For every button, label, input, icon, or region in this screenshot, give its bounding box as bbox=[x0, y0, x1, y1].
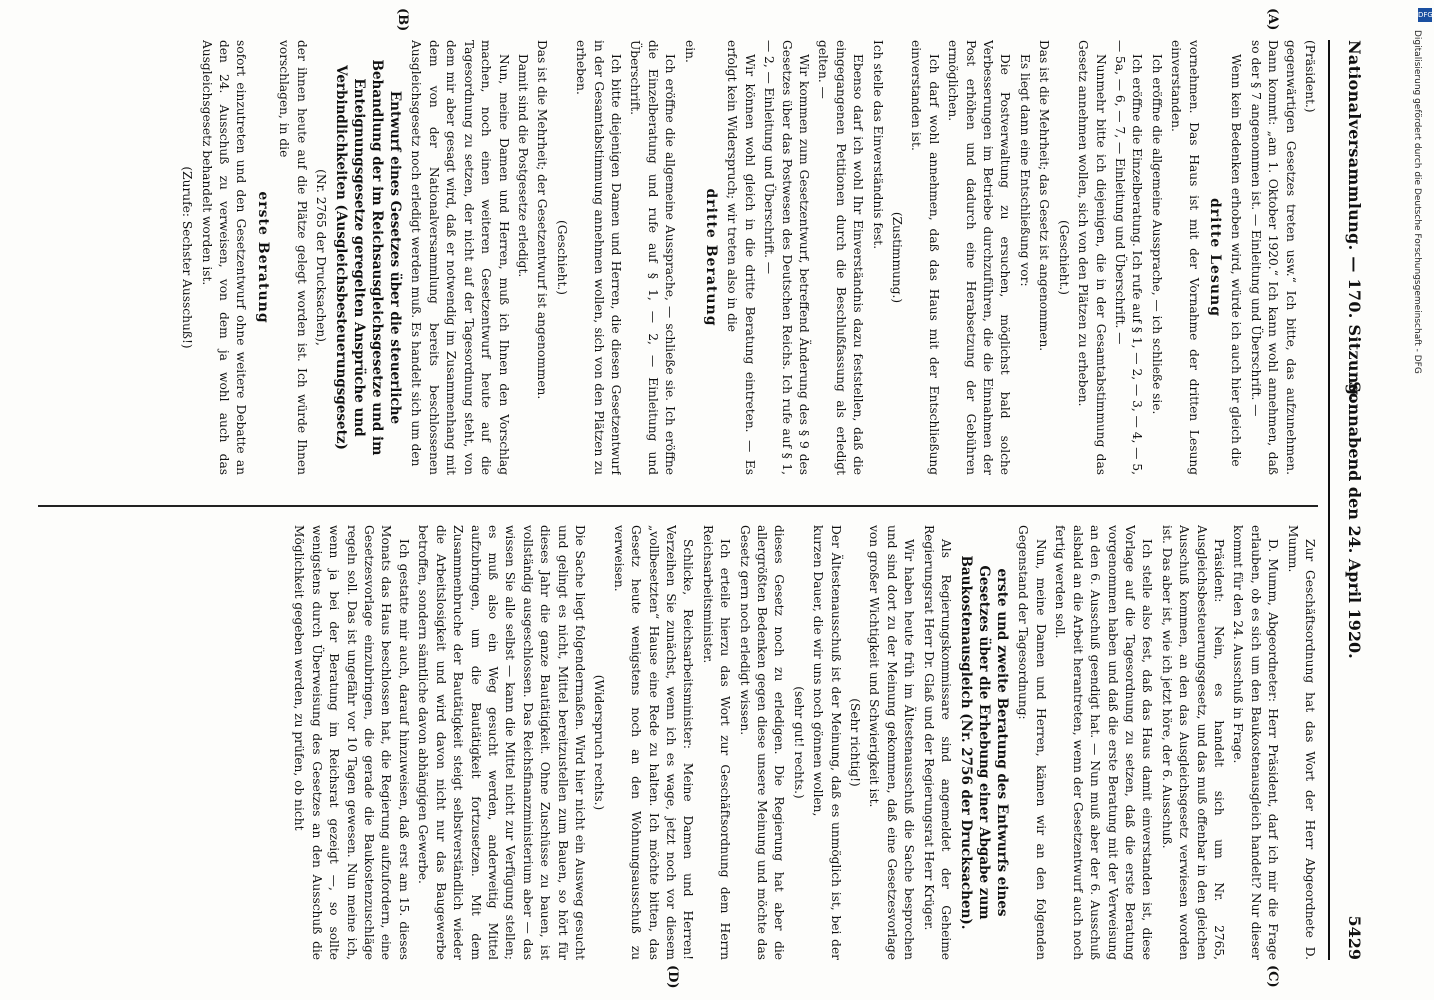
digitization-credit bbox=[1410, 30, 1426, 590]
margin-marker-b: (B) bbox=[395, 8, 410, 32]
margin-marker-c: (C) bbox=[1265, 965, 1280, 988]
left-column-paragraph: Ich stelle das Einverständnis fest. bbox=[870, 40, 885, 250]
left-column-paragraph: Die Postverwaltung zu ersuchen, möglichst bald solche Verbesserungen im Betriebe durchzuführen, die die Einnahmen der Post erhöhen und dadurch eine Herabsetzung der Gebühren ermöglichen. bbox=[946, 40, 1013, 475]
right-column-paragraph: dieses Gesetz noch zu erledigen. Die Regierung hat aber die allergrößten Bedenken gegen diese unsere Meinung und möchte das Gesetz gern noch erledigt wissen. bbox=[737, 525, 787, 960]
left-column-paragraph: (Nr. 2765 der Drucksachen), bbox=[314, 169, 329, 346]
left-column-paragraph: Wenn kein Bedenken erhoben wird, würde ich auch hier gleich die bbox=[1229, 54, 1244, 467]
left-column-paragraph: Ich eröffne die Einzelberatung. Ich rufe auf § 1, — 2, — 3, — 4, — 5, — 5a, — 6, — 7, — Einleitung und Überschrift. — bbox=[1112, 40, 1145, 475]
left-column-paragraph: (Geschieht.) bbox=[554, 219, 569, 296]
right-column-paragraph: (sehr gut! rechts.) bbox=[791, 686, 806, 799]
left-column-paragraph: ein. bbox=[682, 40, 697, 63]
left-column-paragraph: Das ist die Mehrheit; der Gesetzentwurf ist angenommen. bbox=[535, 40, 550, 400]
page-header bbox=[1328, 40, 1370, 960]
right-text-column bbox=[38, 525, 1318, 960]
right-column-paragraph: Wir haben heute früh im Ältestenausschuß die Sache besprochen und sind dort zu der Meinung gekommen, daß eine Gesetzesvorlage von großer Wichtigkeit und Schwierigkeit ist. bbox=[867, 525, 917, 960]
left-column-paragraph: Wir können wohl gleich in die dritte Beratung eintreten. — Es erfolgt kein Widerspruch; wir treten also in die bbox=[725, 40, 757, 475]
left-column-paragraph: Wir kommen zum Gesetzentwurf, betreffend Änderung des § 9 des Gesetzes über das Postwesen des Deutschen Reichs. Ich rufe auf § 1, — 2, — Einleitung und Überschrift. — bbox=[762, 40, 812, 475]
right-column-paragraph: Schlicke, Reichsarbeitsminister: Meine Damen und Herren! Verzeihen Sie zunächst, wenn ich es wage, jetzt noch vor diesem „vollbesetzten“ Hause eine Rede zu halten. Ich möchte bitten, das Gesetz heute wenigstens noch an den Wohnungsausschuß zu verweisen. bbox=[611, 525, 696, 960]
column-divider bbox=[38, 505, 1318, 507]
left-column-paragraph: Damit sind die Postgesetze erledigt. bbox=[515, 54, 530, 278]
right-column-paragraph: Präsident: Nein, es handelt sich um Nr. 2765, Ausgleichsbesteuerungsgesetz, und das muß offenbar in den gleichen Ausschuß kommen, an den das Ausgleichsgesetz verwiesen worden ist. Das aber ist, wie ich jetzt höre, der 6. Ausschuß. bbox=[1159, 525, 1226, 960]
left-column-paragraph: gegenwärtigen Gesetzes treten usw.“ Ich bitte, das aufzunehmen. Dann kommt: „am 1. Oktober 1920.“ Ich kann wohl annehmen, daß so der § 7 angenommen ist. — Einleitung und Überschrift. — bbox=[1248, 40, 1298, 475]
margin-marker-a: (A) bbox=[1265, 8, 1280, 31]
right-column-paragraph: Die Sache liegt folgendermaßen. Wird hier nicht ein Ausweg gesucht und gelingt es nicht, Mittel bereitzustellen zum Bauen, so hört für dieses Jahr die ganze Bautätigkeit. Ohne Zuschüsse zu bauen, ist vollständig ausgeschlossen. Das Reichsfinanzministerium aber — das wissen Sie alle selbst — kann die Mittel nicht zur Verfügung stellen; es muß also ein Weg gesucht werden, anderweitig Mittel aufzubringen, um die Bautätigkeit fortzusetzen. Mit dem Zusammenbruche der Bautätigkeit steigt selbstverständlich wieder die Arbeitslosigkeit und wird davon nicht nur das Baugewerbe betroffen, sondern sämtliche davon abhängigen Gewerbe. bbox=[416, 525, 587, 960]
right-column-paragraph: (Widerspruch rechts.) bbox=[592, 674, 607, 811]
left-column-paragraph: Ich eröffne die allgemeine Aussprache, — ich schließe sie. bbox=[1149, 54, 1164, 415]
right-column-paragraph: D. Mumm, Abgeordneter: Herr Präsident, darf ich mir die Frage erlauben, ob es sich um den Baukostenausgleich handelt? Nur dieser kommt für den 24. Ausschuß in Frage. bbox=[1231, 525, 1281, 960]
dfg-logo: DFG bbox=[1418, 8, 1432, 22]
left-column-paragraph: Ich eröffne die allgemeine Aussprache, — schließe sie. Ich eröffne die Einzelberatung und rufe auf § 1, — 2, — Einleitung und Überschrift. bbox=[628, 40, 678, 475]
left-column-paragraph: Ich bitte diejenigen Damen und Herren, die diesen Gesetzentwurf in der Gesamtabstimmung annehmen wollen, sich von den Plätzen zu erheben. bbox=[574, 40, 623, 475]
right-column-paragraph: Ich erteile hierzu das Wort zur Geschäftsordnung dem Herrn Reichsarbeitsminister. bbox=[700, 525, 733, 960]
left-column-paragraph: Nun, meine Damen und Herren, muß ich Ihnen den Vorschlag machen, noch einen weiteren Gesetzentwurf heute auf die Tagesordnung zu setzen, der nicht auf der Tagesordnung steht, von dem mir aber gesagt wird, daß er notwendig im Zusammenhang mit dem von der Nationalversammlung bereits beschlossenen Ausgleichsgesetz noch erledigt werden muß. Es handelt sich um den bbox=[409, 40, 511, 475]
left-column-paragraph: erste Beratung bbox=[254, 191, 271, 324]
right-column-paragraph: Nun, meine Damen und Herren, kämen wir an den folgenden Gegenstand der Tagesordnung: bbox=[1016, 525, 1048, 960]
right-column-paragraph: Zur Geschäftsordnung hat das Wort der Herr Abgeordnete D. Mumm. bbox=[1285, 525, 1317, 960]
right-column-paragraph: Als Regierungskommissare sind angemeldet der Geheime Regierungsrat Herr Dr. Glaß und der Regierungsrat Herr Krüger. bbox=[921, 525, 954, 960]
right-column-paragraph: Ich stelle also fest, daß das Haus damit einverstanden ist, diese Vorlage auf die Tagesordnung zu setzen, daß die erste Beratung vorgenommen haben und daß die erste Beratung mit der Verweisung an den 6. Ausschuß geendigt hat. — Nun muß aber der 6. Ausschuß alsbald an die Arbeit herantreten, wenn der Gesetzentwurf auch noch fertig werden soll. bbox=[1053, 525, 1155, 960]
left-column-paragraph: dritte Beratung bbox=[703, 188, 719, 327]
left-text-column bbox=[38, 40, 1318, 475]
right-column-paragraph: Der Ältestenausschuß ist der Meinung, daß es unmöglich ist, bei der kurzen Dauer, die wir uns noch gönnen wollen, bbox=[811, 525, 843, 960]
left-column-paragraph: Ebenso darf ich wohl Ihr Einverständnis dazu feststellen, daß die eingegangenen Petitionen durch die Beschlußfassung als erledigt gelten. — bbox=[816, 40, 866, 475]
header-left-title: Nationalversammlung. — 170. Sitzung. bbox=[1345, 40, 1364, 402]
page-number: 5429 bbox=[1345, 915, 1364, 960]
left-column-paragraph: (Präsident.) bbox=[1303, 40, 1317, 113]
left-column-paragraph: Entwurf eines Gesetzes über die steuerliche Behandlung der im Reichsausgleichsgesetze und im Enteignungsgesetze geregelten Ansprüche und Verbindlichkeiten (Ausgleichsbesteuerungsgesetz) bbox=[333, 59, 404, 456]
left-column-paragraph: (Geschieht.) bbox=[1056, 219, 1071, 296]
credit-text: Digitalisierung gefördert durch die Deutsche Forschungsgemeinschaft - DFG bbox=[1412, 30, 1422, 374]
left-column-paragraph: der ihnen heute auf die Plätze gelegt worden ist. Ich würde Ihnen vorschlagen, in die bbox=[277, 40, 309, 475]
left-column-paragraph: Es liegt dann eine Entschließung vor: bbox=[1017, 54, 1032, 287]
left-column-paragraph: (Zustimmung.) bbox=[890, 211, 905, 304]
left-column-paragraph: vornehmen. Das Haus ist mit der Vornahme der dritten Lesung einverstanden. bbox=[1169, 40, 1201, 475]
left-column-paragraph: Nunmehr bitte ich diejenigen, die in der Gesamtabstimmung das Gesetz annehmen wollen, sich von den Plätzen zu erheben. bbox=[1076, 40, 1108, 475]
right-column-paragraph: Ich gestatte mir auch, darauf hinzuweisen, daß erst am 15. dieses Monats das Haus beschlossen hat, die Regierung aufzufordern, eine Gesetzesvorlage einzubringen, die gerade die Baukostenzuschläge regeln soll. Das ist ungefähr vor 10 Tagen gewesen. Nun meine ich, wenn ja bei der Beratung im Reichsrat gezeigt —, so sollte wenigstens durch Überweisung des Gesetzes an den Ausschuß die Möglichkeit gegeben werden, zu prüfen, ob nicht bbox=[292, 525, 411, 960]
header-date: Sonnabend den 24. April 1920. bbox=[1345, 381, 1364, 659]
left-column-paragraph: dritte Lesung bbox=[1206, 198, 1223, 317]
left-column-paragraph: (Zurufe: Sechster Ausschuß!) bbox=[180, 166, 195, 349]
left-column-paragraph: sofort einzutreten und den Gesetzentwurf ohne weitere Debatte an den 24. Ausschuß zu verweisen, von dem ja wohl auch das Ausgleichsgesetz behandelt worden ist. bbox=[199, 40, 249, 475]
left-column-paragraph: Das ist die Mehrheit; das Gesetz ist angenommen. bbox=[1037, 40, 1052, 352]
right-column-paragraph: erste und zweite Beratung des Entwurfs eines Gesetzes über die Erhebung einer Abgabe zum Baukostenausgleich (Nr. 2756 der Drucksachen). bbox=[958, 555, 1011, 930]
margin-marker-d: (D) bbox=[665, 965, 680, 989]
right-column-paragraph: (Sehr richtig!) bbox=[848, 698, 863, 787]
left-column-paragraph: Ich darf wohl annehmen, daß das Haus mit der Entschließung einverstanden ist. bbox=[909, 40, 941, 475]
